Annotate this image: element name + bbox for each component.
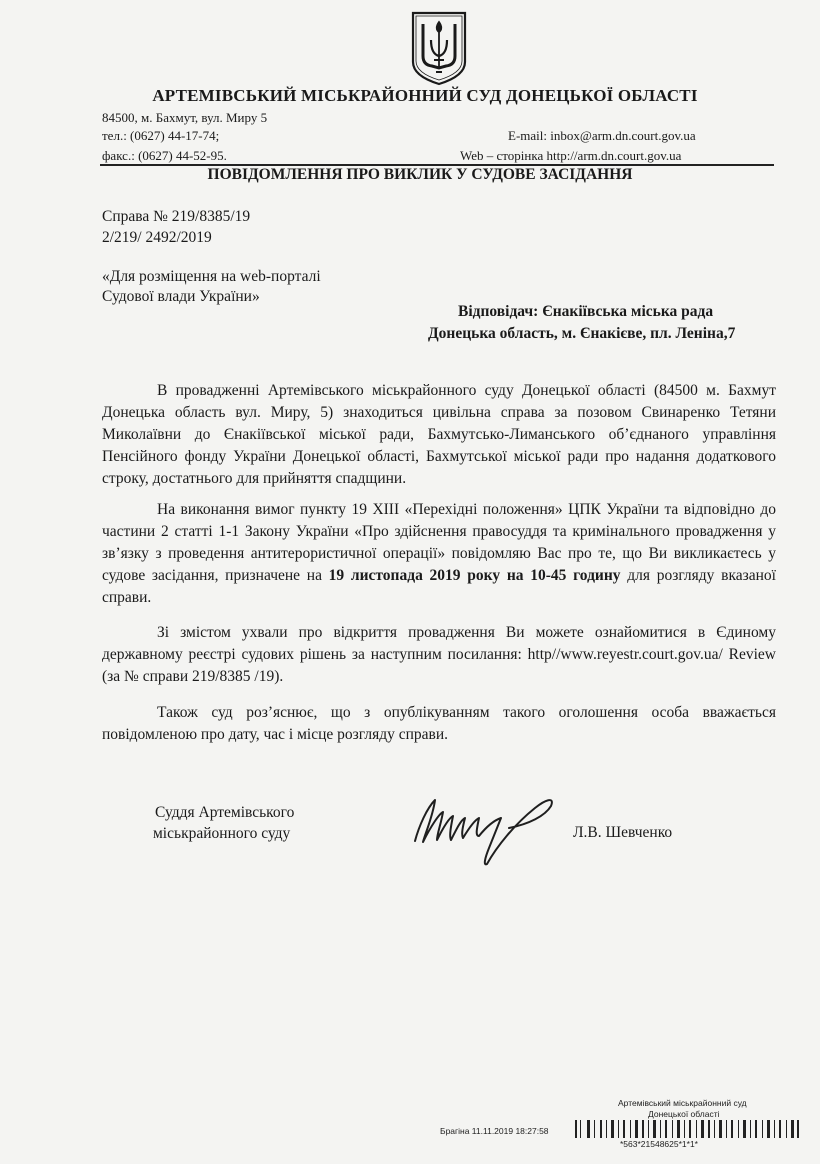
court-fax: факс.: (0627) 44-52-95.	[102, 148, 227, 163]
hearing-date: 19 листопада 2019 року на 10-45 годину	[328, 567, 621, 584]
summons-text: На виконання вимог пункту 19 XIII «Перехідні положення» ЦПК України та відповідно до частини 2 статті 1-1 Закону України «Про здійснення правосуддя та кримінального провадження у зв’язку з проведення антитерористичної операції» повідомляю Вас про те, що Ви викликаєтесь у судове засідання, призначене на	[102, 501, 776, 584]
paragraph-registry-link: Зі змістом ухвали про відкриття провадження Ви можете ознайомитися в Єдиному державному реєстрі судових рішень за наступним посилання: http//www.reyestr.court.gov.ua/ Review (за № справи 219/8385 /19).	[102, 624, 776, 685]
stamp-operator-timestamp: Брагіна 11.11.2019 18:27:58	[440, 1126, 549, 1136]
stamp-org-line1: Артемівський міськрайонний суд	[618, 1098, 747, 1108]
barcode-icon	[575, 1120, 800, 1138]
respondent-address: Донецька область, м. Єнакієве, пл. Леніна,7	[428, 325, 736, 342]
paragraph-notification-clarification: Також суд роз’яснює, що з опублікуванням такого оголошення особа вважається повідомленою про дату, час і місце розгляду справи.	[102, 704, 776, 743]
summons-text-end: для розгляду вказаної справи.	[102, 567, 776, 606]
court-address: 84500, м. Бахмут, вул. Миру 5	[102, 110, 268, 125]
case-number: Справа № 219/8385/19	[102, 208, 251, 225]
court-email: E-mail: inbox@arm.dn.court.gov.ua	[508, 128, 696, 143]
handwritten-signature-icon	[405, 786, 560, 871]
judge-name: Л.В. Шевченко	[573, 824, 673, 841]
notice-title: ПОВІДОМЛЕННЯ ПРО ВИКЛИК У СУДОВЕ ЗАСІДАННЯ	[207, 166, 633, 183]
judge-title-line1: Суддя Артемівського	[155, 804, 295, 821]
stamp-org-line2: Донецької області	[648, 1109, 720, 1119]
paragraph-case-description: В провадженні Артемівського міськрайонного суду Донецької області (84500 м. Бахмут Донецька область вул. Миру, 5) знаходиться цивільна справа за позовом Свинаренко Тетяни Миколаївни до Єнакіївської міської ради, Бахмутсько-Лиманського об’єднаного управління Пенсійного фонду України Донецької області, Бахмутської міської ради про надання додаткового строку, достатнього для прийняття спадщини.	[102, 382, 776, 487]
court-phone: тел.: (0627) 44-17-74;	[102, 128, 220, 143]
court-website: Web – сторінка http://arm.dn.court.gov.ua	[460, 148, 682, 163]
case-registration-number: 2/219/ 2492/2019	[102, 229, 212, 246]
placement-note-line2: Судової влади України»	[102, 288, 260, 305]
ukraine-trident-emblem-icon	[410, 10, 468, 86]
respondent-name: Відповідач: Єнакіївська міська рада	[458, 303, 714, 320]
placement-note-line1: «Для розміщення на web-порталі	[102, 268, 321, 285]
paragraph-summons	[102, 499, 776, 609]
barcode-text: *563*21548625*1*1*	[620, 1139, 698, 1149]
court-name: АРТЕМІВСЬКИЙ МІСЬКРАЙОННИЙ СУД ДОНЕЦЬКОЇ ОБЛАСТІ	[152, 86, 698, 105]
judge-title-line2: міськрайонного суду	[153, 825, 291, 842]
